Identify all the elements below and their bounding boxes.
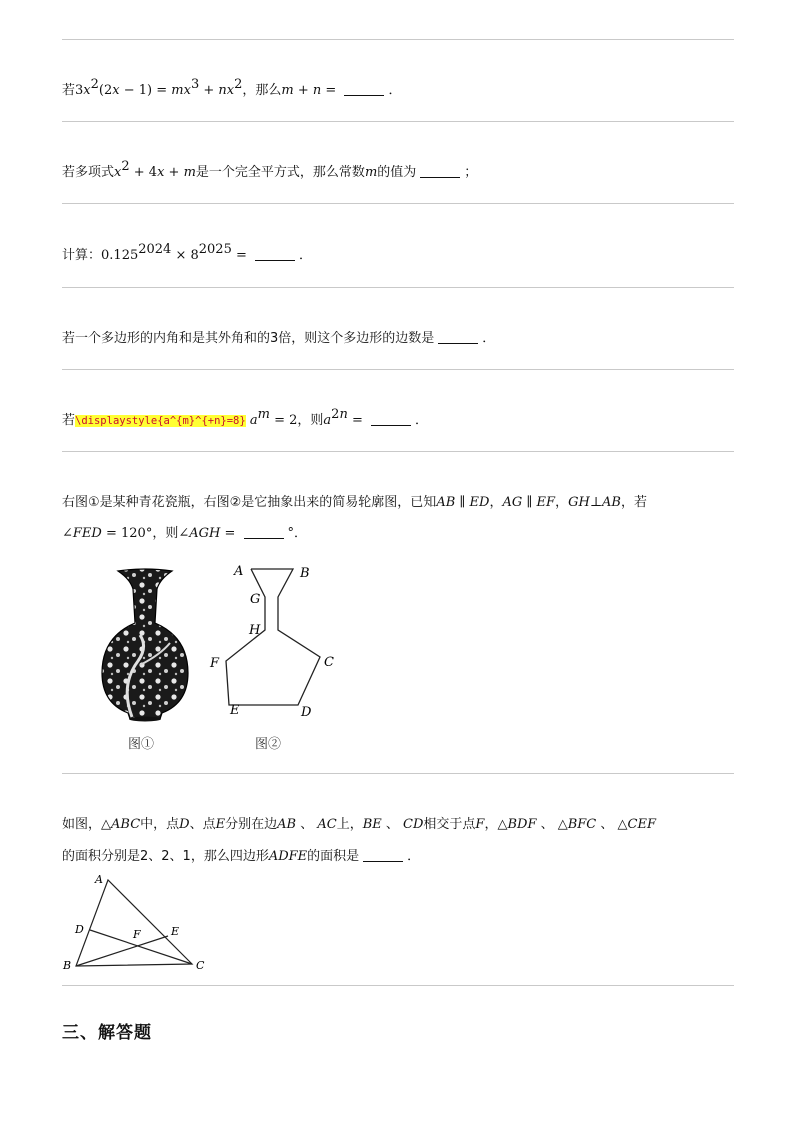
divider <box>62 203 734 204</box>
label-G: G <box>250 592 261 607</box>
answer-blank[interactable] <box>363 848 403 862</box>
label-E: E <box>230 703 240 718</box>
divider <box>62 39 734 40</box>
triangle-diagram <box>60 868 220 978</box>
divider <box>62 287 734 288</box>
question-7-line-2: 的面积分别是2、2、1，那么四边形ADFE的面积是 ． <box>62 849 421 864</box>
divider <box>62 121 734 122</box>
divider <box>62 773 734 774</box>
label-E: E <box>171 925 180 938</box>
answer-blank[interactable] <box>344 82 384 96</box>
question-6-line-2: ∠FED = 120°，则∠AGH = °． <box>62 526 308 541</box>
vase-image <box>90 565 200 725</box>
label-F: F <box>210 656 220 671</box>
caption-figure-1: 图① <box>128 737 155 752</box>
caption-figure-2: 图② <box>255 737 282 752</box>
label-D: D <box>75 923 84 936</box>
question-7-line-1: 如图，△ABC中，点D、点E分别在边AB 、 AC上，BE 、 CD相交于点F，△BDF 、 △BFC 、 △CEF <box>62 817 656 832</box>
label-C: C <box>324 655 334 670</box>
question-2: 若多项式$x^2 + 4x + m$是一个完全平方式，那么常数m的值为 ； <box>62 159 478 180</box>
question-3: 计算：$0.125^{2024} \times 8^{2025}$ = ． <box>62 242 313 263</box>
label-A: A <box>234 564 244 579</box>
outline-shape <box>226 569 320 705</box>
answer-blank[interactable] <box>244 525 284 539</box>
question-5: 若\displaystyle{a^{m}^{+n}=8} $a^m = 2$，则$a^{2n}$ = ． <box>62 407 428 428</box>
divider <box>62 369 734 370</box>
answer-blank[interactable] <box>420 164 460 178</box>
label-A: A <box>95 873 103 886</box>
label-H: H <box>249 623 261 638</box>
triangle-ABC <box>76 880 192 966</box>
question-1: 若$3x^2(2x - 1) = mx^3 + nx^2$，那么m + n = ． <box>62 77 402 98</box>
question-4: 若一个多边形的内角和是其外角和的3倍，则这个多边形的边数是 ． <box>62 331 496 346</box>
question-6-line-1: 右图①是某种青花瓷瓶，右图②是它抽象出来的简易轮廓图，已知AB ∥ ED，AG ∥ EF，GH⊥AB，若 <box>62 495 648 510</box>
section-heading: 三、解答题 <box>62 1023 152 1043</box>
label-D: D <box>301 705 312 720</box>
answer-blank[interactable] <box>438 330 478 344</box>
label-B: B <box>63 959 72 972</box>
divider <box>62 985 734 986</box>
latex-error-highlight: \displaystyle{a^{m}^{+n}=8} <box>75 415 246 427</box>
label-C: C <box>196 959 205 972</box>
label-F: F <box>133 928 141 941</box>
divider <box>62 451 734 452</box>
answer-blank[interactable] <box>255 247 295 261</box>
answer-blank[interactable] <box>371 412 411 426</box>
label-B: B <box>300 566 310 581</box>
vase-outline-diagram <box>200 560 350 760</box>
